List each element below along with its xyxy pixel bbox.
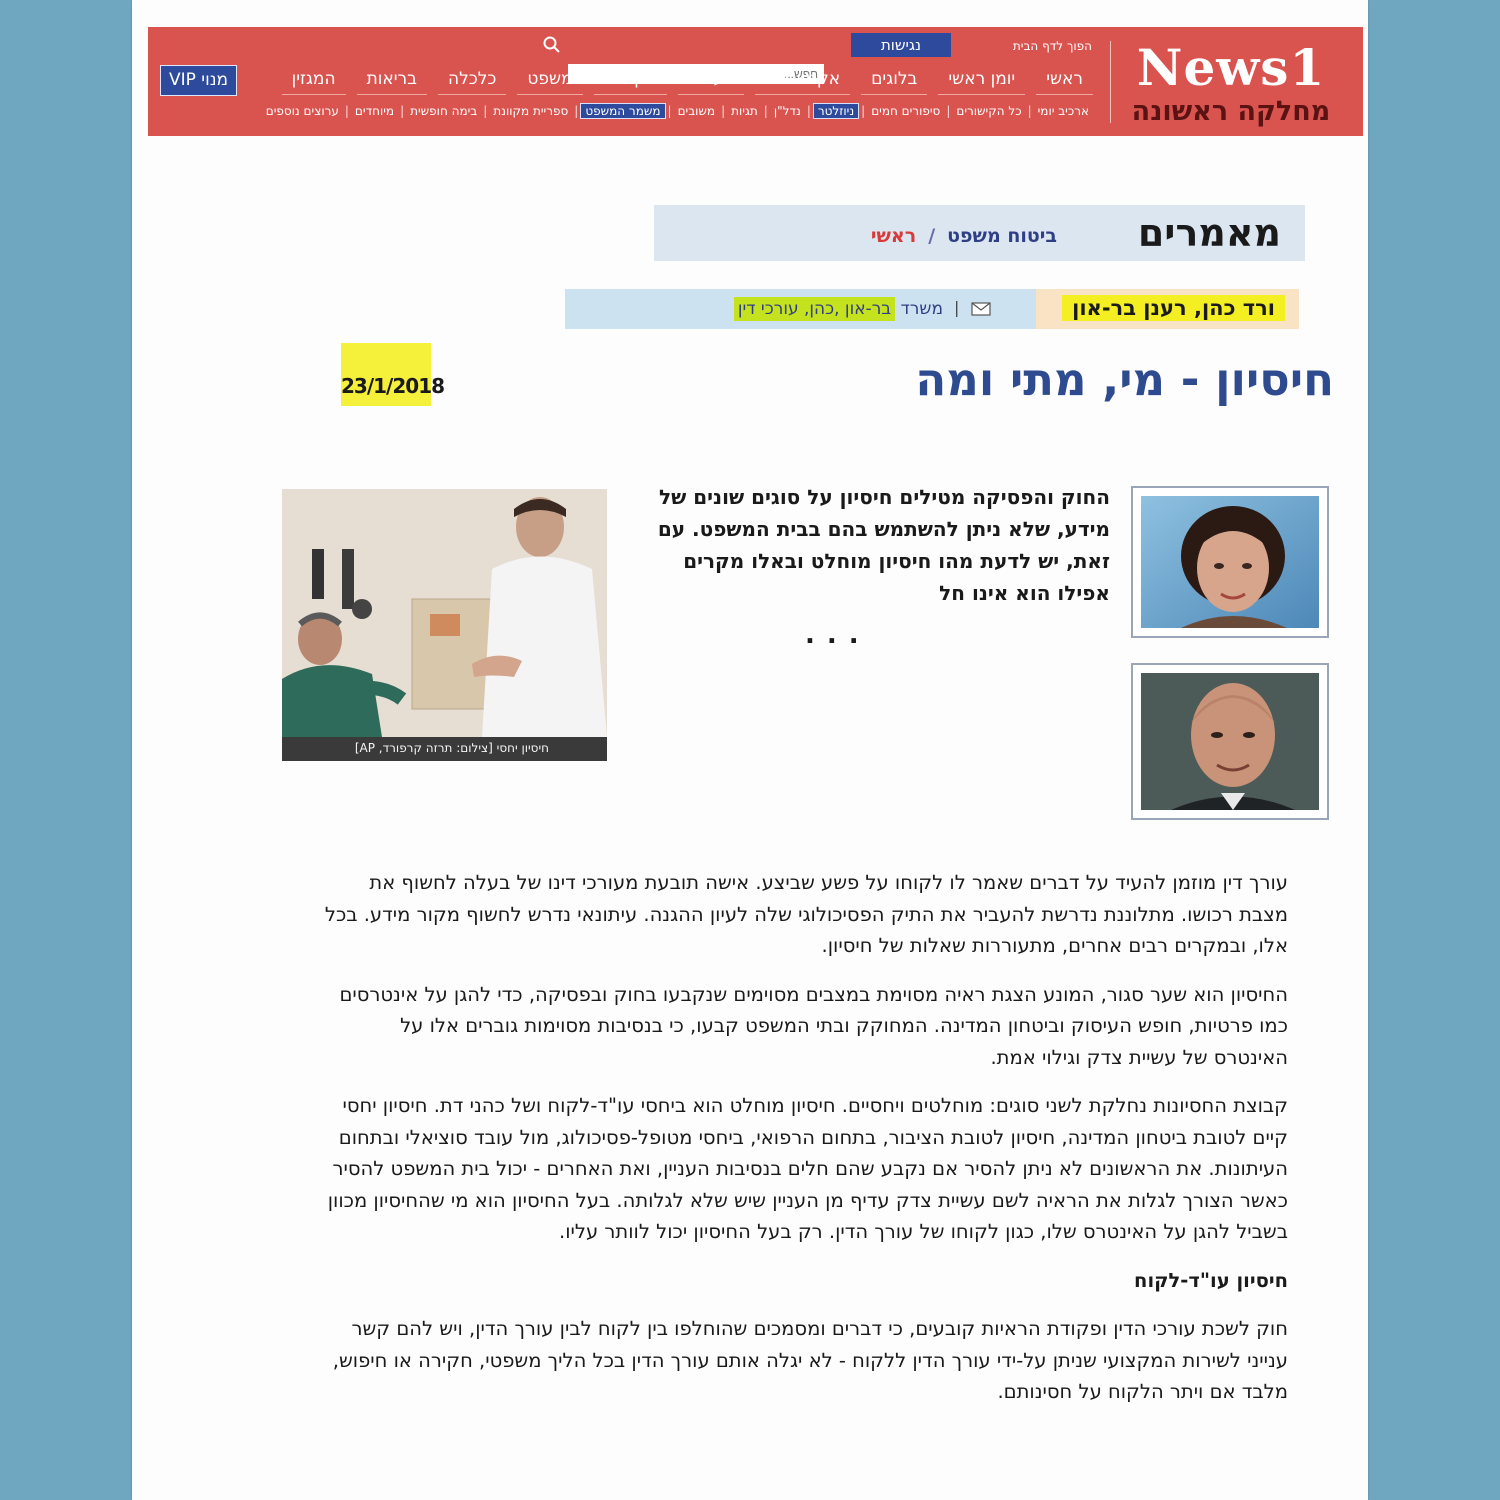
law-firm-name: בר-און ,כהן, עורכי דין: [734, 297, 895, 321]
nav-item[interactable]: סקופים: [594, 65, 667, 95]
body-paragraph: החיסיון הוא שער סגור, המונע הצגת ראיה מסוימת במצבים מסוימים שנקבעו בחוק ובפסיקה, כדי להגן על אינטרסים כמו פרטיות, חופש העיסוק וביטחון המדינה. המחוקק ובתי המשפט קבעו, כי בנסיבות מסוימות גוברים אלו על האינטרס של עשיית צדק וגילוי אמת.: [339, 982, 1288, 1069]
nav-separator: |: [344, 104, 349, 118]
law-firm[interactable]: [734, 299, 943, 319]
nav-item[interactable]: בלוגים: [861, 65, 927, 95]
author-portrait-woman: [1141, 496, 1319, 628]
search-icon[interactable]: [542, 35, 562, 55]
author-separator: |: [954, 298, 960, 317]
sub-nav: [262, 103, 1093, 119]
nav-separator: |: [721, 104, 726, 118]
article-title: חיסיון - מי, מתי ומה: [915, 353, 1334, 406]
nav-item[interactable]: משפט: [517, 65, 582, 95]
article-body: [320, 867, 1288, 1425]
logo-divider: [1110, 41, 1111, 123]
body-paragraph: חוק לשכת עורכי הדין ופקודת הראיות קובעים, כי דברים ומסמכים שהוחלפו בין לקוח לבין עורך הדין, ויש להם קשר ענייני לשירות המקצועי שניתן על-ידי עורך הדין ללקוח - לא יגלה אותם עורך הדין בכל הליך משפטי, חקירה או חיפוש, מלבד אם ויתר הלקוח על חסינותם.: [332, 1317, 1288, 1403]
site-header: [148, 27, 1363, 136]
logo-subtitle: מחלקה ראשונה: [1131, 96, 1331, 127]
subnav-item[interactable]: ניוזלטר: [813, 103, 859, 119]
nav-separator: |: [667, 104, 672, 118]
subnav-item[interactable]: כל הקישורים: [956, 104, 1022, 118]
subnav-item[interactable]: משובים: [677, 104, 716, 118]
nav-separator: |: [483, 104, 488, 118]
doctor-patient-photo: [282, 489, 607, 737]
vip-button[interactable]: מנוי VIP: [160, 65, 237, 96]
nav-item[interactable]: כלכלה: [438, 65, 506, 95]
home-link[interactable]: הפוך לדף הבית: [1012, 39, 1092, 53]
subnav-item[interactable]: בימה חופשית: [410, 104, 478, 118]
nav-item[interactable]: בעולם: [678, 65, 744, 95]
article-image[interactable]: [282, 489, 607, 761]
subnav-item[interactable]: ארכיב יומי: [1037, 104, 1089, 118]
nav-separator: |: [806, 104, 811, 118]
law-firm-prefix: משרד: [900, 299, 943, 319]
subnav-item[interactable]: תגיות: [731, 104, 758, 118]
body-subheading: חיסיון עו"ד-לקוח: [1134, 1268, 1288, 1292]
nav-separator: |: [1027, 104, 1032, 118]
breadcrumb-home[interactable]: ראשי: [870, 225, 917, 247]
logo-text: News1: [1136, 38, 1326, 97]
nav-item[interactable]: יומן ראשי: [938, 65, 1025, 95]
author-name-panel: [1036, 289, 1299, 329]
nav-separator: |: [574, 104, 579, 118]
lead-ellipsis: ...: [805, 620, 871, 650]
author-bar: [565, 289, 1299, 329]
nav-separator: |: [400, 104, 405, 118]
site-logo[interactable]: [1121, 39, 1341, 131]
subnav-item[interactable]: ערוצים נוספים: [265, 104, 339, 118]
breadcrumb-separator: /: [928, 225, 936, 247]
body-paragraph: עורך דין מוזמן להעיד על דברים שאמר לו לקוחו על פשע שביצע. אישה תובעת מעורכי דינו של בעלה לחשוף את מצבת רכושו. מתלוננת נדרשת להעביר את התיק הפסיכולוגי שלה לעיון ההגנה. עיתונאי נדרש לחשוף מקור מידע. בכל אלו, ובמקרים רבים אחרים, מתעוררות שאלות של חיסיון.: [324, 871, 1288, 957]
subnav-item[interactable]: נדל"ן: [773, 104, 801, 118]
subnav-item[interactable]: משמר המשפט: [580, 103, 665, 119]
author-names[interactable]: ורד כהן, רענן בר-און: [1062, 295, 1285, 321]
section-bar: [654, 205, 1305, 261]
nav-separator: |: [763, 104, 768, 118]
nav-separator: |: [946, 104, 951, 118]
image-caption: חיסיון יחסי [צילום: תרזה קרפורד, AP]: [282, 737, 607, 761]
body-paragraph: קבוצת החסיונות נחלקת לשני סוגים: מוחלטים ויחסיים. חיסיון מוחלט הוא ביחסי עו"ד-לקוח ושל כהני דת. חיסיון יחסי קיים לטובת ביטחון המדינה, חיסיון לטובת הציבור, בתחום הרפואי, ביחסי מטופל-פסיכולוג, מול עובד סוציאלי ובתחום העיתונות. את הראשונים לא ניתן להסיר אם נקבע שהם חלים בנסיבות העניין, ואת האחרים - יכול בית המשפט להסיר כאשר הצורך לגלות את הראיה לשם עשיית צדק עדיף מן העניין שיש שלא לגלותה. בעל החיסיון הוא מי שהחיסיון מכוון בשביל להגן על האינטרס שלו, כגון לקוחו של עורך הדין. רק בעל החיסיון יכול לוותר עליו.: [327, 1094, 1288, 1243]
breadcrumb: [871, 225, 1057, 247]
nav-separator: |: [861, 104, 866, 118]
nav-item[interactable]: ראשי: [1036, 65, 1093, 95]
mail-icon[interactable]: [971, 302, 991, 316]
nav-item[interactable]: המגזין: [282, 65, 346, 95]
nav-item[interactable]: בריאות: [357, 65, 427, 95]
breadcrumb-current[interactable]: ביטוח משפט: [947, 225, 1057, 247]
accessibility-button[interactable]: נגישות: [851, 33, 951, 57]
article-date: 23/1/2018: [341, 343, 431, 406]
subnav-item[interactable]: מיוחדים: [354, 104, 395, 118]
subnav-item[interactable]: ספריית מקוונת: [493, 104, 569, 118]
author-portrait-man: [1141, 673, 1319, 810]
section-title: מאמרים: [1137, 211, 1281, 255]
article-lead: החוק והפסיקה מטילים חיסיון על סוגים שונים של מידע, שלא ניתן להשתמש בהם בבית המשפט. עם זאת, יש לדעת מהו חיסיון מוחלט ובאלו מקרים אפילו הוא אינו חל: [657, 485, 1110, 605]
main-nav: [271, 65, 1093, 95]
nav-item[interactable]: אקטואליה: [755, 65, 850, 95]
author-photo-woman: [1131, 486, 1329, 638]
subnav-item[interactable]: סיפורים חמים: [871, 104, 941, 118]
author-photo-man: [1131, 663, 1329, 820]
